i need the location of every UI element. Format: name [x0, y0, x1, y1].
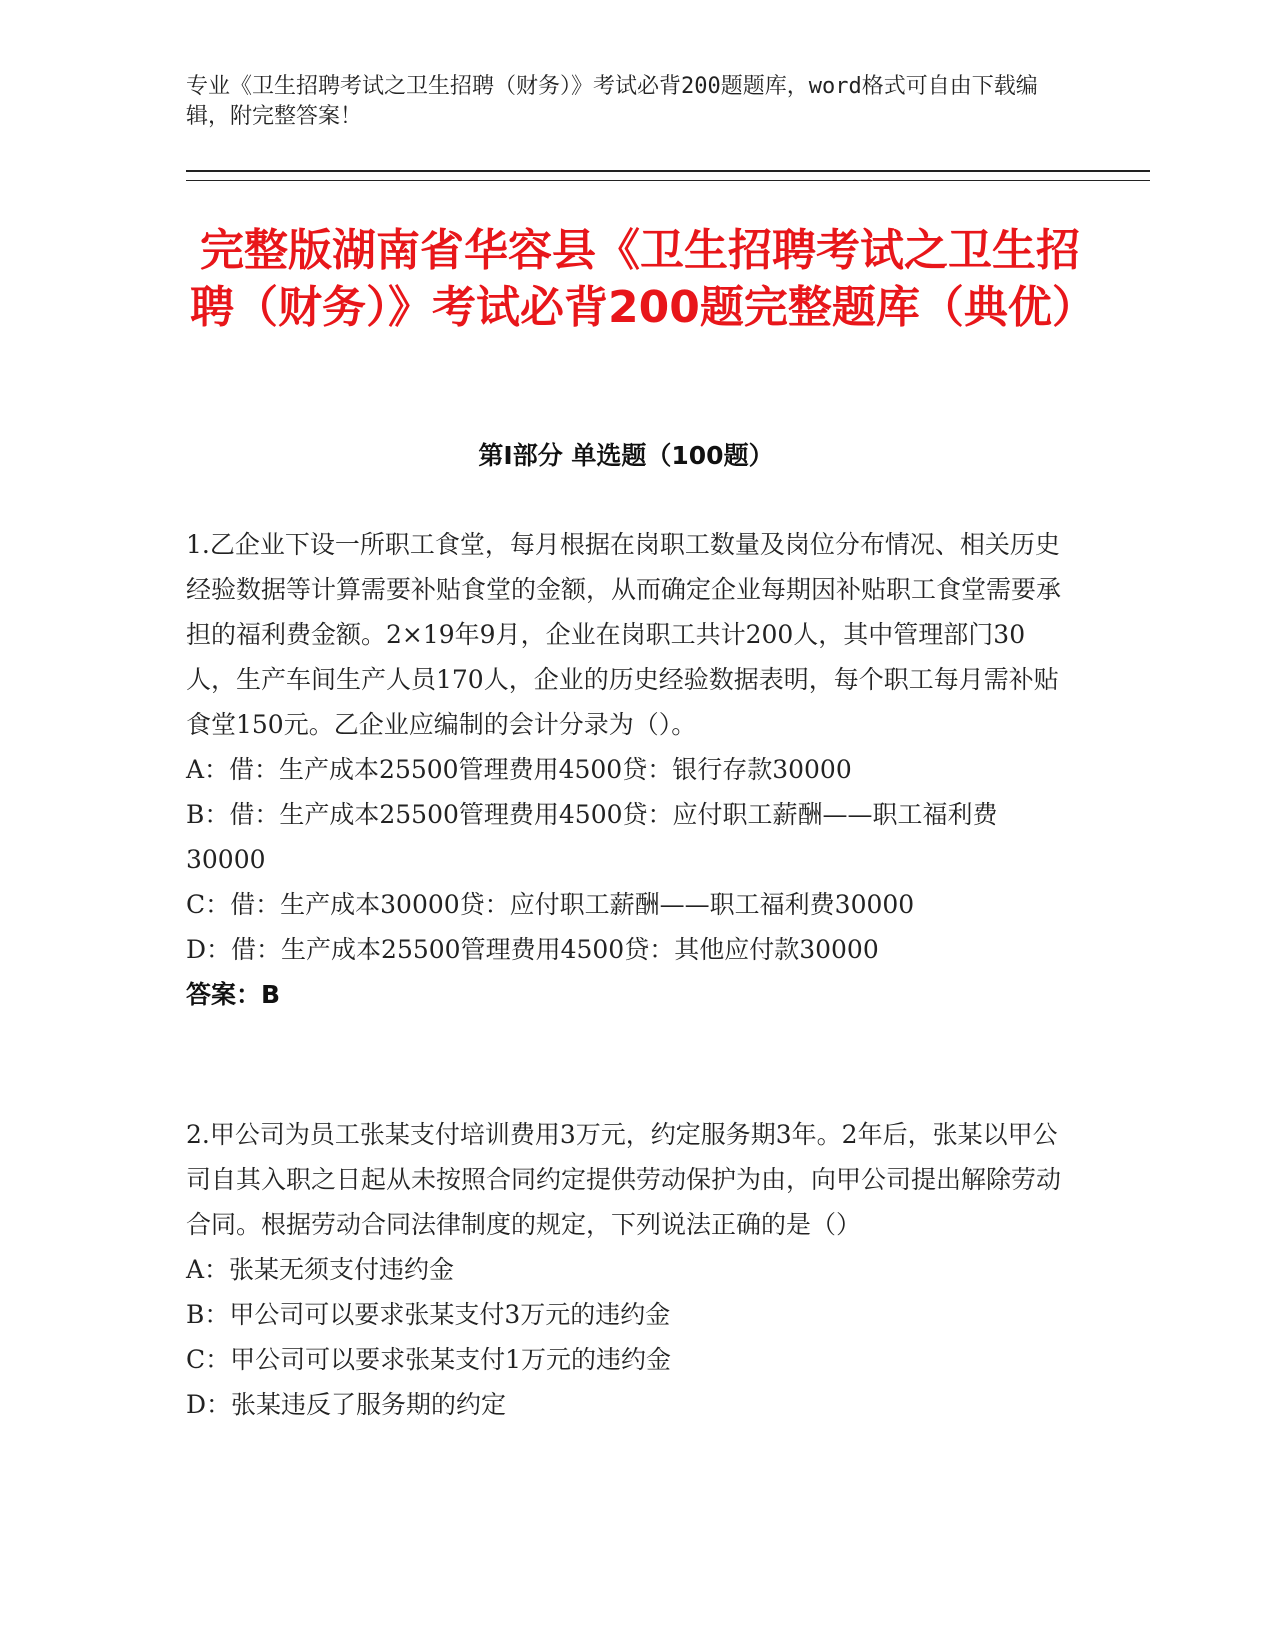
header-divider-thin	[186, 180, 1150, 181]
option-d: D：张某违反了服务期的约定	[186, 1390, 507, 1419]
section-title: 第Ⅰ部分 单选题（100题）	[478, 441, 774, 470]
option-a: A：张某无须支付违约金	[186, 1255, 455, 1284]
option-a: A：借：生产成本25500管理费用4500贷：银行存款30000	[186, 755, 852, 784]
option-d: D：借：生产成本25500管理费用4500贷：其他应付款30000	[186, 935, 879, 964]
option-c: C：借：生产成本30000贷：应付职工薪酬——职工福利费30000	[186, 890, 915, 919]
question-2	[186, 1112, 1066, 1427]
header-divider	[186, 170, 1150, 172]
header-note: 专业《卫生招聘考试之卫生招聘（财务）》考试必背200题题库，word格式可自由下载编辑，附完整答案！	[186, 74, 1038, 129]
answer: 答案：B	[186, 980, 281, 1009]
option-c: C：甲公司可以要求张某支付1万元的违约金	[186, 1345, 672, 1374]
question-stem: 2.甲公司为员工张某支付培训费用3万元，约定服务期3年。2年后，张某以甲公司自其入职之日起从未按照合同约定提供劳动保护为由，向甲公司提出解除劳动合同。根据劳动合同法律制度的规定，下列说法正确的是（）	[186, 1120, 1062, 1239]
option-b: B：甲公司可以要求张某支付3万元的违约金	[186, 1300, 671, 1329]
question-stem: 1.乙企业下设一所职工食堂，每月根据在岗职工数量及岗位分布情况、相关历史经验数据等计算需要补贴食堂的金额，从而确定企业每期因补贴职工食堂需要承担的福利费金额。2×19年9月，企业在岗职工共计200人，其中管理部门30人，生产车间生产人员170人，企业的历史经验数据表明，每个职工每月需补贴食堂150元。乙企业应编制的会计分录为（）。	[186, 530, 1062, 739]
document-title: 完整版湖南省华容县《卫生招聘考试之卫生招聘（财务）》考试必背200题完整题库（典优）	[190, 225, 1096, 333]
question-1	[186, 522, 1066, 1017]
option-b: B：借：生产成本25500管理费用4500贷：应付职工薪酬——职工福利费30000	[186, 800, 998, 874]
